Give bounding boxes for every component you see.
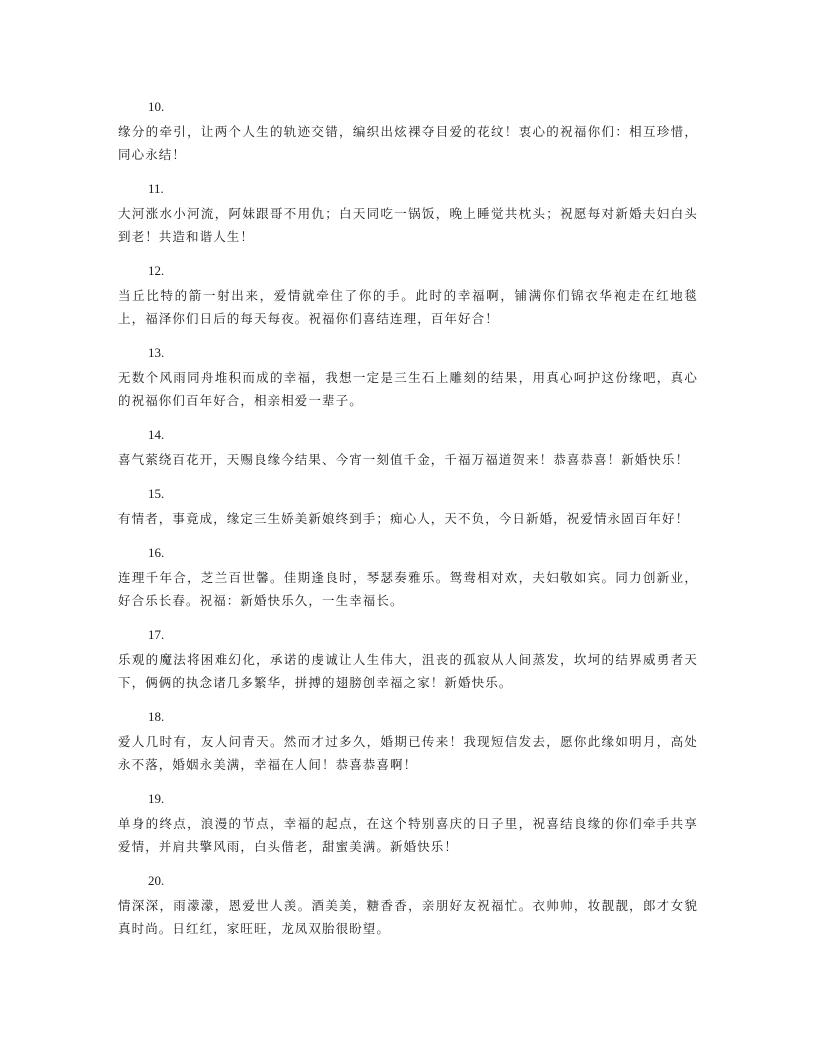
item-text: 无数个风雨同舟堆积而成的幸福，我想一定是三生石上雕刻的结果，用真心呵护这份缘吧，真心的祝福你们百年好合，相亲相爱一辈子。 bbox=[118, 370, 698, 408]
item-text: 单身的终点，浪漫的节点，幸福的起点，在这个特别喜庆的日子里，祝喜结良缘的你们牵手共享爱情，并肩共擎风雨，白头偕老，甜蜜美满。新婚快乐！ bbox=[118, 816, 698, 854]
item-number: 11. bbox=[148, 181, 164, 196]
item-text: 连理千年合，芝兰百世馨。佳期逢良时，琴瑟奏雅乐。鸳鸯相对欢，夫妇敬如宾。同力创新业，好合乐长春。祝福：新婚快乐久，一生幸福长。 bbox=[118, 570, 698, 608]
item-text: 缘分的牵引，让两个人生的轨迹交错，编织出炫裸夺目爱的花纹！衷心的祝福你们：相互珍惜，同心永结！ bbox=[118, 124, 698, 162]
wishes-list bbox=[118, 94, 698, 950]
item-text: 乐观的魔法将困难幻化，承诺的虔诚让人生伟大，沮丧的孤寂从人间蒸发，坎坷的结界威勇者天下，俩俩的执念诸几多繁华，拼搏的翅膀创幸福之家！新婚快乐。 bbox=[118, 652, 698, 690]
item-number: 17. bbox=[148, 627, 165, 642]
item-text: 情深深，雨濛濛，恩爱世人羡。酒美美，糖香香，亲朋好友祝福忙。衣帅帅，妆靓靓，郎才女貌真时尚。日红红，家旺旺，龙凤双胎很盼望。 bbox=[118, 898, 698, 936]
list-item bbox=[118, 786, 698, 858]
item-number: 13. bbox=[148, 345, 165, 360]
item-number: 18. bbox=[148, 709, 165, 724]
list-item bbox=[118, 176, 698, 248]
item-number: 12. bbox=[148, 263, 165, 278]
list-item bbox=[118, 258, 698, 330]
item-number: 16. bbox=[148, 545, 165, 560]
list-item bbox=[118, 481, 698, 530]
item-number: 15. bbox=[148, 486, 165, 501]
item-text: 大河涨水小河流，阿妹跟哥不用仇；白天同吃一锅饭，晚上睡觉共枕头；祝愿每对新婚夫妇白头到老！共造和谐人生！ bbox=[118, 206, 698, 244]
list-item bbox=[118, 704, 698, 776]
item-number: 10. bbox=[148, 99, 165, 114]
item-text: 有情者，事竟成，缘定三生娇美新娘终到手；痴心人，天不负，今日新婚，祝爱情永固百年好！ bbox=[118, 511, 690, 526]
list-item bbox=[118, 94, 698, 166]
list-item bbox=[118, 340, 698, 412]
item-number: 20. bbox=[148, 873, 165, 888]
list-item bbox=[118, 622, 698, 694]
item-number: 14. bbox=[148, 427, 165, 442]
item-text: 爱人几时有，友人问青天。然而才过多久，婚期已传来！我现短信发去，愿你此缘如明月，高处永不落，婚姻永美满，幸福在人间！恭喜恭喜啊！ bbox=[118, 734, 698, 772]
list-item bbox=[118, 868, 698, 940]
item-text: 当丘比特的箭一射出来，爱情就牵住了你的手。此时的幸福啊，铺满你们锦衣华袍走在红地毯上，福泽你们日后的每天每夜。祝福你们喜结连理，百年好合！ bbox=[118, 288, 698, 326]
item-number: 19. bbox=[148, 791, 165, 806]
list-item bbox=[118, 422, 698, 471]
list-item bbox=[118, 540, 698, 612]
item-text: 喜气萦绕百花开，天赐良缘今结果、今宵一刻值千金，千福万福道贺来！恭喜恭喜！新婚快乐！ bbox=[118, 452, 690, 467]
